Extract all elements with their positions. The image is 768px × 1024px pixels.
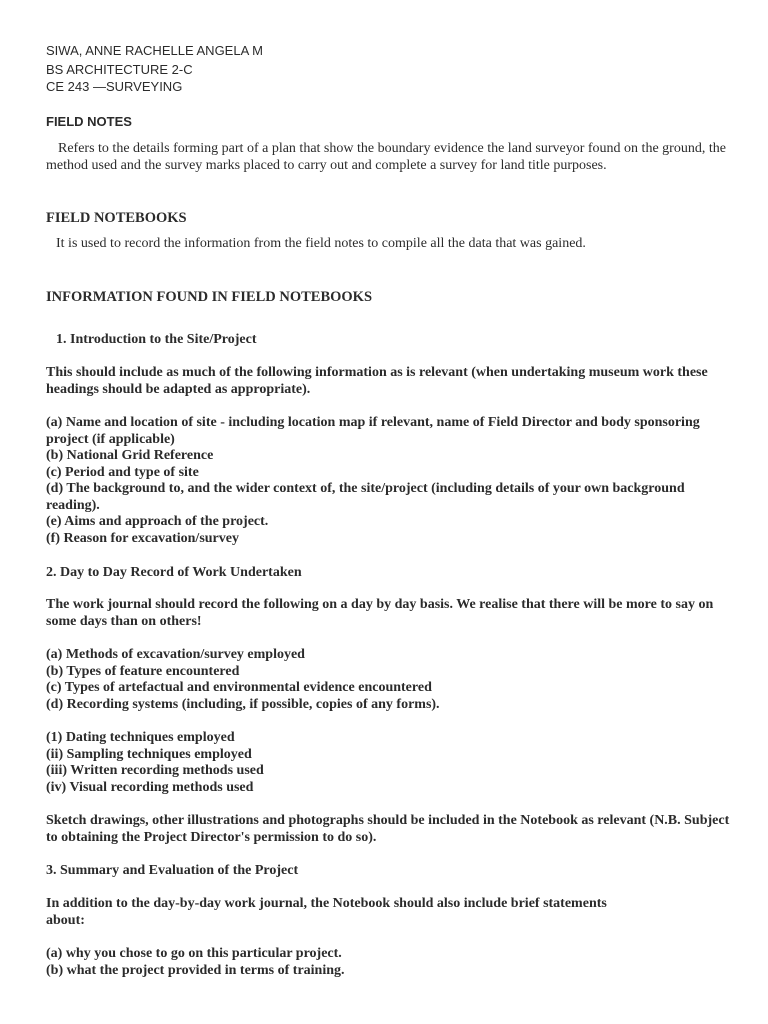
field-notebooks-paragraph: It is used to record the information from the field notes to compile all the data that was gained. <box>56 236 586 251</box>
section-2-list-b <box>46 730 736 796</box>
list-item: (a) Methods of excavation/survey employed <box>46 647 305 662</box>
list-item: (a) Name and location of site - including location map if relevant, name of Field Director and body sponsoring project (if applicable) <box>46 415 700 447</box>
list-item: (b) Types of feature encountered <box>46 663 240 679</box>
list-item: (e) Aims and approach of the project. <box>46 514 269 529</box>
list-item: (f) Reason for excavation/survey <box>46 530 239 546</box>
list-item: (c) Types of artefactual and environmental evidence encountered <box>46 680 432 695</box>
field-notebooks-heading: FIELD NOTEBOOKS <box>46 210 187 226</box>
course-title: CE 243 —SURVEYING <box>46 79 183 94</box>
list-item: (d) Recording systems (including, if possible, copies of any forms). <box>46 696 440 712</box>
list-item: (iii) Written recording methods used <box>46 763 264 778</box>
section-1-intro: This should include as much of the following information as is relevant (when undertaking museum work these headings should be adapted as appropriate). <box>46 365 708 397</box>
list-item: (1) Dating techniques employed <box>46 730 235 745</box>
section-1-heading: 1. Introduction to the Site/Project <box>56 332 257 347</box>
field-notes-paragraph: Refers to the details forming part of a plan that show the boundary evidence the land surveyor found on the ground, the method used and the survey marks placed to carry out and complete a survey for land title purposes. <box>46 141 726 173</box>
section-2-heading: 2. Day to Day Record of Work Undertaken <box>46 565 302 580</box>
list-item: (ii) Sampling techniques employed <box>46 746 252 762</box>
section-2-list-a <box>46 647 736 713</box>
list-item: (b) what the project provided in terms of training. <box>46 962 345 978</box>
section-2-intro: The work journal should record the following on a day by day basis. We realise that there will be more to say on some days than on others! <box>46 597 714 629</box>
field-notes-heading: FIELD NOTES <box>46 114 132 129</box>
list-item: (a) why you chose to go on this particular project. <box>46 946 342 961</box>
info-heading: INFORMATION FOUND IN FIELD NOTEBOOKS <box>46 289 373 305</box>
list-item: (b) National Grid Reference <box>46 448 214 463</box>
section-3-intro-line-2: about: <box>46 913 85 928</box>
list-item: (c) Period and type of site <box>46 464 199 480</box>
section-3-intro-line-1: In addition to the day-by-day work journal, the Notebook should also include brief statements <box>46 896 607 911</box>
student-program: BS ARCHITECTURE 2-C <box>46 62 193 77</box>
section-1-list <box>46 415 736 547</box>
list-item: (d) The background to, and the wider context of, the site/project (including details of your own background reading). <box>46 481 685 513</box>
list-item: (iv) Visual recording methods used <box>46 779 254 795</box>
student-name: SIWA, ANNE RACHELLE ANGELA M <box>46 43 263 58</box>
section-3-heading: 3. Summary and Evaluation of the Project <box>46 863 299 878</box>
section-3-list <box>46 946 736 979</box>
section-2-note: Sketch drawings, other illustrations and photographs should be included in the Notebook as relevant (N.B. Subject to obtaining the Project Director's permission to do so). <box>46 813 730 845</box>
